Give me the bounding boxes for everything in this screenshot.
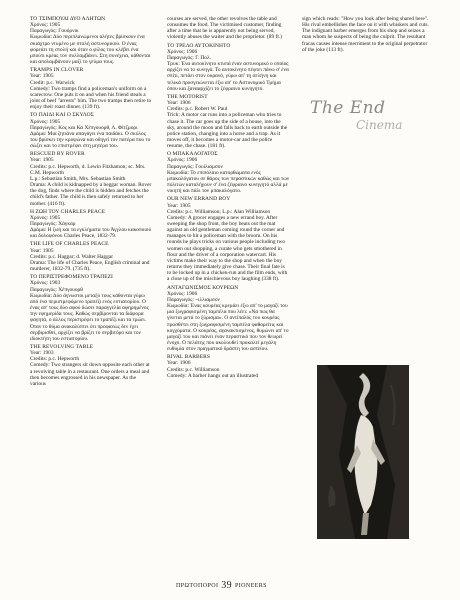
entry-heading: ΤΟ ΤΣΙΜΠΟΥΔΙ ΔΥΟ ΑΛΗΤΩΝ [30,16,106,22]
entry-text: Δράμα: Η ζωή και τα εγκλήματα του Άγγλου κακοποιού και δολοφόνου Charles Peace, 1832-79. [30,227,152,240]
entry-text: Χρόνος: 1906 [167,157,198,164]
column-middle [167,16,290,379]
footer-greek-label: ΠΡΩΤΟΠΟΡΟΙ [176,583,219,589]
film-still-photo [317,365,409,539]
entry-text: sign which reads: "How you look after being shared here". His rival embellishes the face on it with whiskers and cuts. The indignant barber emerges from his shop and seizes a man whom he suspects of being the culprit. The resultant fracas causes intense merriment to the original perpetrator of the joke (113 ft). [302,16,429,53]
entry-text: Credits: p.c. Hepworth, d. Lewin Fitzhamon; sc. Mrs. C.M. Hepworth [30,163,146,176]
film-still-image [317,365,409,539]
entry-text: Παραγωγός: Κος και Κα Χέπγουορθ, Λ. Φίτζμορι [30,124,138,131]
entry-text: Comedy: Two tramps find a policeman's uniform on a scarecrow. One puts it on and when his friend steals a joint of beef "arrests" him. The two tramps then retire to enjoy their roast dinner. (139 ft). [30,85,152,111]
entry-text: Παραγωγός: Χέπγουορθ [30,286,83,293]
entry-heading: THE REVOLVING TABLE [30,343,94,350]
entry-heading: OUR NEW ERRAND BOY [167,196,231,203]
entry-text: Comedy: A grocer engages a new errand boy. After sweeping the shop front, the boy beats out the mat against an old gentleman coming round the corner and manages to hit a policeman with the broom. On his rounds he plays tricks on various people including two women out shopping, a curate who gets smothered in flour and the driver of a corporation watercart. His victims make their way to the shop and when the boy returns they immediately give chase. Their final fate is to be locked up in a chicken-run and the film ends, with a close up of the mischievous boy laughing (338 ft). [167,214,288,283]
entry-text: Year: 1906 [167,360,191,367]
entry-text: Year: 1905 [30,157,54,164]
entry-heading: Ο ΜΠΑΚΑΛΟΓΑΤΟΣ [167,151,218,158]
entry-text: Comedy: Two strangers sit down opposite each other at a revolving table in a restaurant. One orders a meal and then becomes engrossed in his newspaper. As the various [30,362,150,387]
entry-text: Year: 1906 [167,100,191,107]
entry-text: Credits: p.c. Hepworth [30,356,80,363]
entry-text: Comedy: A barber hangs out an illustrated [167,372,259,379]
entry-heading: TRAMPS IN CLOVER [30,67,84,74]
entry-heading: RESCUED BY ROVER [30,151,85,158]
entry-heading: THE MOTORIST [167,93,208,100]
entry-text: L.p.: Sebastian Smith, Mrs. Sebastian Smith [30,175,126,182]
entry-text: Credit: p.c. Warwick [30,79,75,86]
entry-text: Τρυκ: Ένα αυτοκίνητο κτυπά έναν αστυνομικό ο οποίος αρχίζει να το κυνηγά. Το αυτοκίνητο πέφτει πάνω σ' ένα σπίτι, πετάει στον ουρανό, γύρω απ' τη σελήνη και τελικά προσγειώνεται έξω απ' το Αστυνομικό Τμήμα όπου και ξανααρχίζει το ζέφραινο κυνηγητό. [167,61,289,92]
entry-heading: ΤΟ ΤΡΕΛΟ ΑΥΤΟΚΙΝΗΤΟ [167,42,231,49]
entry-text: courses are served, the other revolves the table and consumes the food. The victimised customer, finding after a time that he is apparently not being served, violently abuses the waiter and the proprietor. (89 ft.) [167,16,282,41]
entry-text: Κωμωδία: Το επιπόλαιο κατορθώματα ενός μπακαλόγατου σε θάρος των περαστικών καθώς και των πολιτών καταλήγουν σ' ένα ζέφραινο κυνηγητό αλλά με νικητή και πάλι τον μπακαλόγατο. [167,169,290,195]
entry-text: Credits: p.c. Williamson; L.p.: Alan Williamson [167,208,271,215]
column-left [30,16,153,387]
page-number: 39 [221,580,233,591]
entry-text: Παραγωγός: Γουόρνικ [30,28,79,35]
entry-text: Παραγωγός: Γ. Πολ. [167,54,211,61]
entry-heading: RIVAL BARBERS [167,354,210,361]
entry-heading: ΤΟ ΠΕΡΙΣΤΡΕΦΟΜΕΝΟ ΤΡΑΠΕΖΙ [30,274,113,281]
entry-heading: ΑΝΤΑΓΩΝΙΣΜΟΣ ΚΟΥΡΕΩΝ [167,284,239,291]
entry-text: Χρόνος: 1906 [167,290,198,297]
entry-text: Drama: The life of Charles Peace, English criminal and murderer, 1832-79. (735 ft). [30,259,150,273]
entry-text: Year: 1905 [30,73,54,80]
entry-text: Παραγωγός: Γουίλιαμσον [167,163,223,170]
footer-english-label: PIONEERS [234,583,267,589]
entry-text: Trick: A motor car runs into a policeman who tries to chase it. The car goes up the side of a house, into the sky, around the moon and falls back to earth outside the police station, changing into a horse and a trap. As it moves off, it becomes a motor-car and the police resume, the chase. (181 ft). [167,112,288,150]
entry-text: Δράμα: Μια ζητιάνα απαγάγει ένα παιδάκι. Ο σκύλος του βρίσκει την κρυψώνα και οδηγεί τον πατέρα που το σώζει και το επιστρέφει στη μητέρα του. [30,130,151,150]
entry-text: Κωμωδία: Δύο άγνωστοι μεταξύ τους κάθονται γύρω από ένα περιστρεφόμενο τραπέζι ενός εστιατορίου. Ο ένας απ' τους δύο αφού δώσει παραγγελία αφηρημένος την εφημερίδα τους. Καθώς σερβίρονται τα διάφορα φαγητά, ο άλλος περιστρέφει το τραπέζι και τα τρώει. Όταν το θύμα ανακαλύπτει ότι προφανώς δεν έχει σερβιρισθεί, αρχίζει να βρίζει το σερβιτόρο και τον ιδιοκτήτη του εστιατορίου. [30,292,149,342]
entry-text: Παραγωγός: ~ιλλιαμσον [167,296,220,303]
entry-text: Year: 1905 [167,202,191,209]
handwritten-subtitle: Cinema [356,118,403,132]
page-footer [176,580,267,591]
entry-text: Credits: p.c. Haggar; d. Walter Haggar [30,253,113,260]
entry-heading: ΤΟ ΠΑΙΔΙ ΚΑΙ Ο ΣΚΥΛΟΣ [30,112,94,119]
entry-text: Year: 1903 [30,350,54,357]
column-right [302,16,430,53]
entry-heading: THE LIFE OF CHARLES PEACE [30,241,109,248]
entry-text: Credits: p.c. Williamson [167,366,220,373]
handwritten-title: The End [310,98,386,118]
entry-text: Παραγωγός: Χάγκαρ [30,221,76,227]
entry-text: Χρόνος: 1906 [167,48,198,55]
entry-text: Drama: A child is kidnapped by a beggar woman. Rover the dog, finds where the child is hidden and fetches the child's father. The child is then safely returned to her mother. (416 ft). [30,182,152,207]
entry-text: Year: 1905 [30,247,54,254]
entry-text: Credits: p.c. Robert W. Paul [167,106,228,113]
entry-text: Χρόνος: 1905 [30,118,61,125]
entry-text: Χρόνος: 1905 [30,22,61,29]
entry-heading: Η ΖΩΗ ΤΟΥ CHARLES PEACE [30,208,106,215]
entry-text: Κωμωδία: Ένας κουρέας κρεμάει έξω απ' το μαγαζί του μια ζωγραφισμένη ταμπέλα που λέει: «Να πως θα γίνεται μετά το ξύρισμα». Ο αντίπαλός του κουρέας προσθέτει στη ζωγραφισμένη ταμπέλα φαθορείτις και κογχύματα. Ο κουρέας, αγανακτισμένος, θυμώνει απ' το μαγαζί του και πιάνει έναν περαστικό που τον θεωρεί ένοχο. Ο πελάτης που ακολουθεί προκαλεί μεγάλη ευθυμία στον πραγματικό δράστη του αστείου. [167,303,289,353]
entry-text: Χρόνος: 1903 [30,280,61,287]
entry-text: Κωμωδία: Δύο περιπλανώμενοι αλήτες βρίσκουν ένα σκιάχτρο ντυμένο με στολή αστυνομικού. Ο ένας φορεάει τη στολή και όταν ο φίλος του κλέβει ένα μπούτι κρέας τον συλλαμβάνει. Στη συνέχεια, κάθονται και απολαμβάνουν μαζί το γεύμα τους. [30,34,151,66]
entry-text: Χρόνος: 1905 [30,214,61,221]
